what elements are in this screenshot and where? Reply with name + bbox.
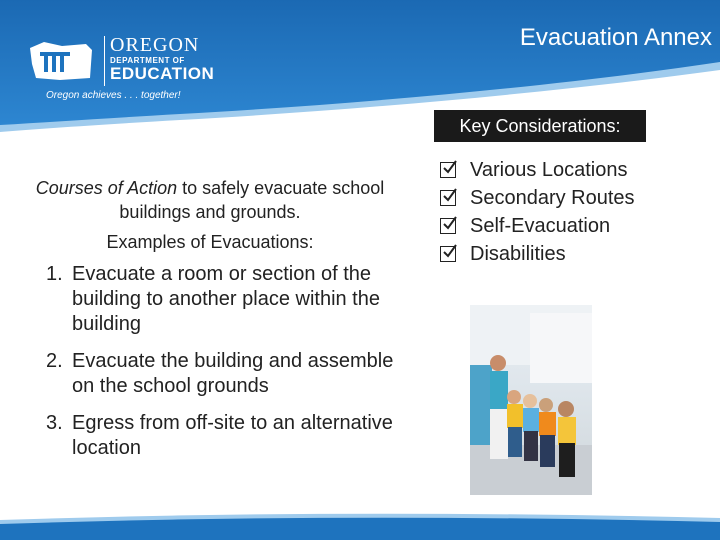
consideration-label: Various Locations xyxy=(470,158,628,181)
step-text: Evacuate the building and assemble on the school grounds xyxy=(72,350,394,397)
consideration-label: Self-Evacuation xyxy=(470,214,611,237)
intro-italic: Courses of Action xyxy=(35,178,178,198)
step-text: Egress from off-site to an alternative location xyxy=(72,412,393,459)
checkbox-checked-icon xyxy=(440,246,456,262)
checkbox-checked-icon xyxy=(440,162,456,178)
list-item xyxy=(440,184,635,212)
page-title: Evacuation Annex xyxy=(519,24,712,51)
logo-oregon-text: OREGON xyxy=(110,34,200,56)
key-considerations-heading: Key Considerations: xyxy=(434,110,646,142)
footer-banner xyxy=(0,510,720,540)
oregon-education-logo xyxy=(26,34,216,104)
list-item xyxy=(440,240,635,268)
children-line-illustration xyxy=(470,305,592,495)
logo-divider xyxy=(104,36,105,86)
step-number: 2. xyxy=(46,350,63,372)
logo-tagline: Oregon achieves . . . together! xyxy=(46,90,181,101)
checkbox-checked-icon xyxy=(440,218,456,234)
checkbox-checked-icon xyxy=(440,190,456,206)
examples-heading: Examples of Evacuations: xyxy=(106,232,314,252)
step-number: 1. xyxy=(46,263,63,285)
oregon-map-icon xyxy=(26,38,98,90)
list-item xyxy=(0,349,402,399)
students-evacuating-photo xyxy=(470,305,592,495)
main-content xyxy=(0,176,420,473)
intro-text xyxy=(0,176,420,224)
intro-rest: to safely evacuate school buildings and grounds. xyxy=(119,178,385,222)
footer-swoosh xyxy=(0,510,720,540)
list-item xyxy=(440,212,635,240)
list-item xyxy=(440,156,635,184)
consideration-label: Secondary Routes xyxy=(470,186,635,209)
consideration-label: Disabilities xyxy=(470,242,566,265)
list-item xyxy=(0,411,402,461)
evacuation-steps-list xyxy=(0,262,420,461)
logo-education-text: EDUCATION xyxy=(110,64,215,83)
logo-department-text: DEPARTMENT OF xyxy=(110,56,185,65)
list-item xyxy=(0,262,402,337)
step-number: 3. xyxy=(46,412,63,434)
key-considerations-list xyxy=(440,156,635,268)
step-text: Evacuate a room or section of the building to another place within the building xyxy=(72,263,380,335)
